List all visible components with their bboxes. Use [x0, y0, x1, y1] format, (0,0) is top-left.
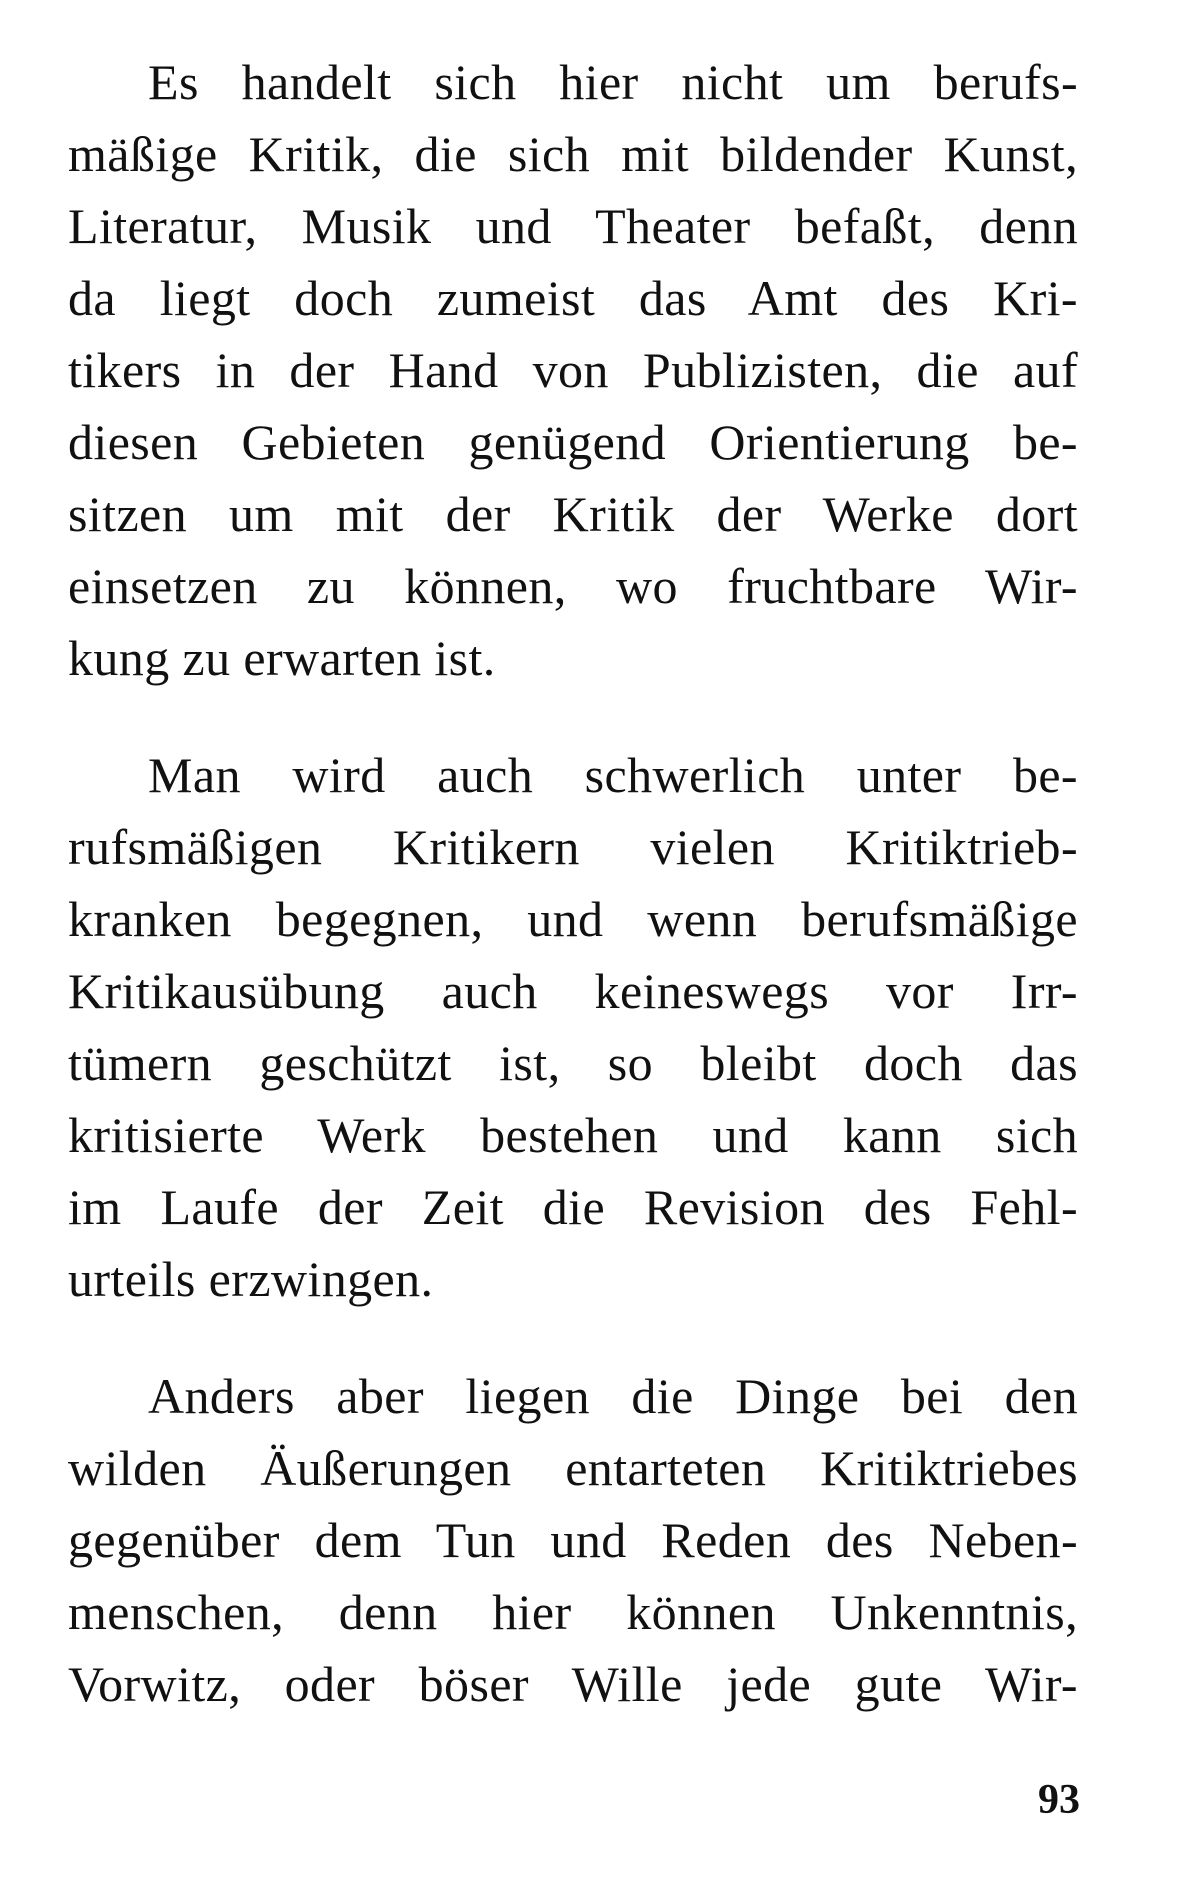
text-line: kung zu erwarten ist.	[68, 630, 496, 686]
text-line: Kritikausübung auch keineswegs vor Irr-	[68, 963, 1078, 1019]
text-line: urteils erzwingen.	[68, 1251, 434, 1307]
text-line: menschen, denn hier können Unkenntnis,	[68, 1584, 1078, 1640]
text-line: tikers in der Hand von Publizisten, die auf	[68, 342, 1078, 398]
text-line: da liegt doch zumeist das Amt des Kri-	[68, 270, 1078, 326]
text-line: einsetzen zu können, wo fruchtbare Wir-	[68, 558, 1078, 614]
text-line: sitzen um mit der Kritik der Werke dort	[68, 486, 1078, 542]
page-number: 93	[1038, 1777, 1080, 1823]
text-line: Es handelt sich hier nicht um berufs-	[148, 54, 1078, 110]
text-line: gegenüber dem Tun und Reden des Neben-	[68, 1512, 1078, 1568]
text-line: mäßige Kritik, die sich mit bildender Kunst,	[68, 126, 1078, 182]
text-line: im Laufe der Zeit die Revision des Fehl-	[68, 1179, 1078, 1235]
text-line: tümern geschützt ist, so bleibt doch das	[68, 1035, 1078, 1091]
text-line: wilden Äußerungen entarteten Kritiktriebes	[68, 1440, 1078, 1496]
text-line: diesen Gebieten genügend Orientierung be-	[68, 414, 1078, 470]
text-line: rufsmäßigen Kritikern vielen Kritiktrieb-	[68, 819, 1078, 875]
text-line: Vorwitz, oder böser Wille jede gute Wir-	[68, 1656, 1078, 1712]
text-line: kritisierte Werk bestehen und kann sich	[68, 1107, 1078, 1163]
text-line: kranken begegnen, und wenn berufsmäßige	[68, 891, 1078, 947]
text-line: Anders aber liegen die Dinge bei den	[148, 1368, 1078, 1424]
text-line: Man wird auch schwerlich unter be-	[148, 747, 1078, 803]
text-line: Literatur, Musik und Theater befaßt, denn	[68, 198, 1078, 254]
